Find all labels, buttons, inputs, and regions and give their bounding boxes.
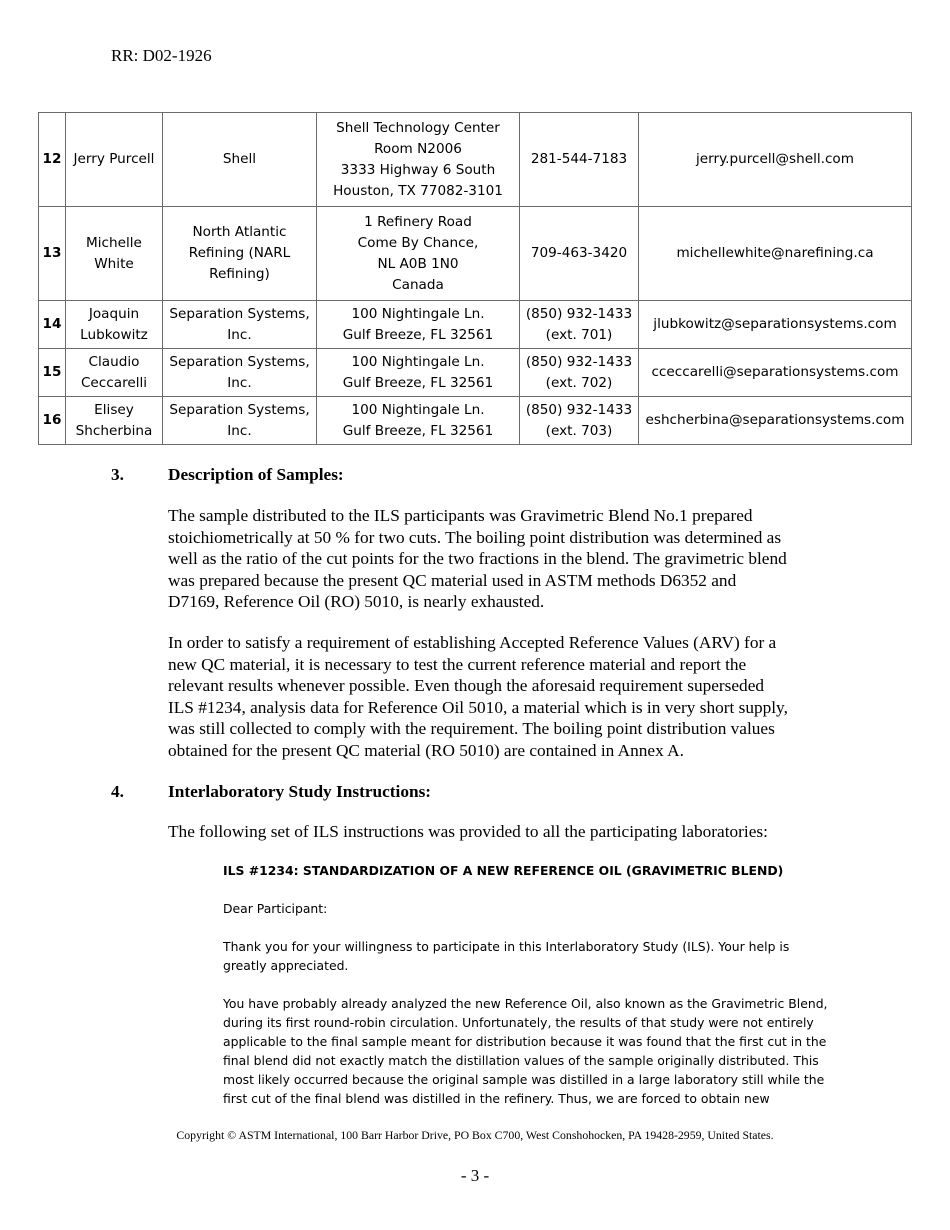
participant-number: 12 <box>39 113 66 207</box>
participant-phone: (850) 932-1433 (ext. 703) <box>520 397 639 445</box>
section-3-title: Description of Samples: <box>168 465 344 484</box>
participants-table <box>38 112 912 445</box>
participant-phone: 709-463-3420 <box>520 207 639 301</box>
instructions-paragraph-2: You have probably already analyzed the new Reference Oil, also known as the Gravimetric Blend, during its first round-robin circulation. Unfortunately, the results of that study were not entirely applicable to the final sample meant for distribution because it was found that the first cut in the final blend did not exactly match the distillation values of the sample originally distributed. This most likely occurred because the original sample was distilled in a large laboratory still while the first cut of the final blend was distilled in the refinery. Thus, we are forced to obtain new <box>223 996 828 1106</box>
section-4-intro: The following set of ILS instructions was provided to all the participating laboratories: <box>168 822 768 841</box>
instructions-salutation: Dear Participant: <box>223 901 328 916</box>
section-4-number: 4. <box>111 782 124 801</box>
copyright-notice: Copyright © ASTM International, 100 Barr Harbor Drive, PO Box C700, West Conshohocken, PA 19428-2959, United States. <box>176 1128 774 1142</box>
table-row <box>39 113 912 207</box>
participant-email: jlubkowitz@separationsystems.com <box>639 301 912 349</box>
participant-name: Claudio Ceccarelli <box>66 349 163 397</box>
participant-number: 16 <box>39 397 66 445</box>
instructions-heading: ILS #1234: STANDARDIZATION OF A NEW REFERENCE OIL (GRAVIMETRIC BLEND) <box>223 863 784 878</box>
participant-phone: (850) 932-1433 (ext. 702) <box>520 349 639 397</box>
section-3-number: 3. <box>111 465 124 484</box>
participant-phone: (850) 932-1433 (ext. 701) <box>520 301 639 349</box>
section-3-paragraph-1: The sample distributed to the ILS participants was Gravimetric Blend No.1 prepared stoichiometrically at 50 % for two cuts. The boiling point distribution was determined as well as the ratio of the cut points for the two fractions in the blend. The gravimetric blend was prepared because the present QC material used in ASTM methods D6352 and D7169, Reference Oil (RO) 5010, is nearly exhausted. <box>168 506 787 611</box>
instructions-paragraph-1: Thank you for your willingness to participate in this Interlaboratory Study (ILS). Your help is greatly appreciated. <box>223 939 790 973</box>
participant-name: Michelle White <box>66 207 163 301</box>
participant-address: 100 Nightingale Ln. Gulf Breeze, FL 32561 <box>317 397 520 445</box>
participant-number: 14 <box>39 301 66 349</box>
table-row <box>39 301 912 349</box>
page-number: - 3 - <box>460 1166 490 1185</box>
participant-address: Shell Technology Center Room N2006 3333 Highway 6 South Houston, TX 77082-3101 <box>317 113 520 207</box>
participant-company: Separation Systems, Inc. <box>163 301 317 349</box>
table-row <box>39 349 912 397</box>
participant-name: Elisey Shcherbina <box>66 397 163 445</box>
participant-number: 13 <box>39 207 66 301</box>
participant-email: eshcherbina@separationsystems.com <box>639 397 912 445</box>
participant-company: Separation Systems, Inc. <box>163 349 317 397</box>
participant-address: 100 Nightingale Ln. Gulf Breeze, FL 32561 <box>317 349 520 397</box>
participant-company: North Atlantic Refining (NARL Refining) <box>163 207 317 301</box>
participant-email: michellewhite@narefining.ca <box>639 207 912 301</box>
table-row <box>39 207 912 301</box>
participant-company: Separation Systems, Inc. <box>163 397 317 445</box>
participant-company: Shell <box>163 113 317 207</box>
section-3-paragraph-2: In order to satisfy a requirement of establishing Accepted Reference Values (ARV) for a new QC material, it is necessary to test the current reference material and report the relevant results whenever possible. Even though the aforesaid requirement superseded ILS #1234, analysis data for Reference Oil 5010, a material which is in very short supply, was still collected to comply with the requirement. The boiling point distribution values obtained for the present QC material (RO 5010) are contained in Annex A. <box>168 633 788 760</box>
report-id: RR: D02-1926 <box>111 46 212 65</box>
table-row <box>39 397 912 445</box>
participant-name: Jerry Purcell <box>66 113 163 207</box>
participant-phone: 281-544-7183 <box>520 113 639 207</box>
participant-address: 100 Nightingale Ln. Gulf Breeze, FL 32561 <box>317 301 520 349</box>
participant-email: cceccarelli@separationsystems.com <box>639 349 912 397</box>
section-4-title: Interlaboratory Study Instructions: <box>168 782 432 801</box>
participant-email: jerry.purcell@shell.com <box>639 113 912 207</box>
participant-number: 15 <box>39 349 66 397</box>
participant-name: Joaquin Lubkowitz <box>66 301 163 349</box>
participant-address: 1 Refinery Road Come By Chance, NL A0B 1N0 Canada <box>317 207 520 301</box>
